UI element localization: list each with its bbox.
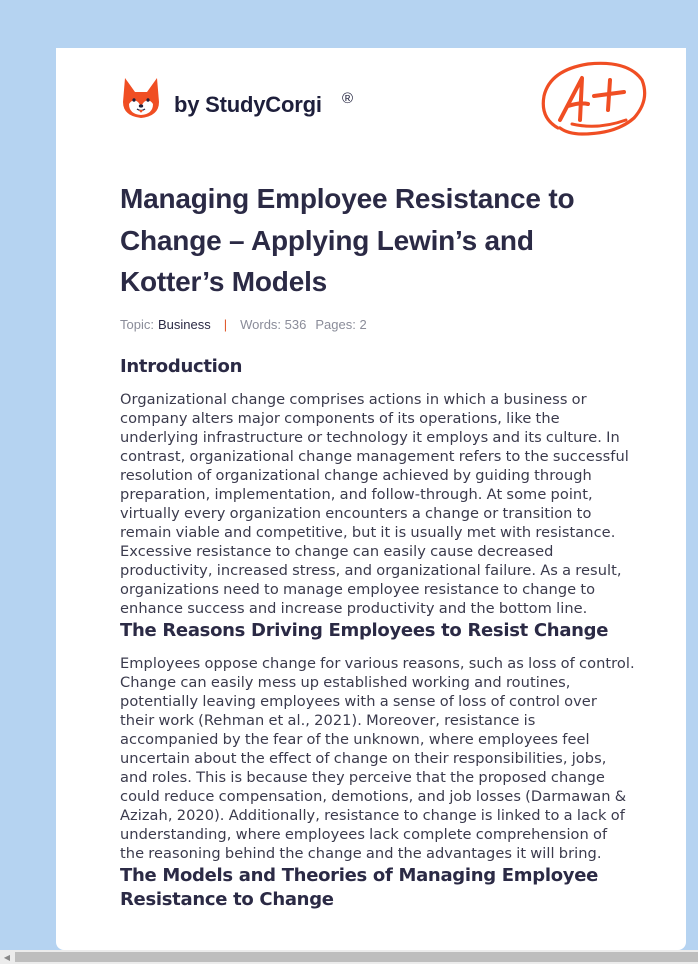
document-content [120, 178, 635, 912]
document-title: Managing Employee Resistance to Change – Applying Lewin’s and Kotter’s Models [120, 183, 575, 297]
page-count: Pages: 2 [315, 316, 367, 332]
meta-separator: | [223, 316, 228, 332]
section-body-reasons: Employees oppose change for various reasons, such as loss of control. Change can easily mess up established working and routines, potentially leaving employees with a sense of loss of control over their work (Rehman et al., 2021). Moreover, resistance is accompanied by the fear of the unknown, where employees feel uncertain about the effect of change on their responsibilities, jobs, and roles. This is because they perceive that the proposed change could reduce compensation, demotions, and job losses (Darmawan & Azizah, 2020). Additionally, resistance to change is linked to a lack of understanding, where employees lack complete comprehension of the reasoning behind the change and the advantages it will bring. [120, 654, 635, 862]
topic-label: Topic: [120, 316, 154, 332]
registered-mark: ® [342, 90, 354, 107]
studycorgi-logo[interactable] [121, 76, 354, 120]
header [56, 48, 686, 158]
section-heading-models: The Models and Theories of Managing Employee Resistance to Change [120, 864, 599, 910]
scrollbar-thumb[interactable] [15, 952, 698, 962]
a-plus-grade-icon [538, 58, 648, 140]
horizontal-scrollbar[interactable] [0, 950, 698, 964]
scroll-left-arrow-icon[interactable]: ◀ [3, 952, 11, 962]
section-body-introduction: Organizational change comprises actions in which a business or company alters major components of its operations, like the underlying infrastructure or technology it employs and its culture. In contrast, organizational change management refers to the successful resolution of organizational change achieved by guiding through preparation, implementation, and follow-through. At some point, virtually every organization encounters a change or transition to remain viable and competitive, but it is usually met with resistance. Excessive resistance to change can easily cause decreased productivity, increased stress, and organizational failure. As a result, organizations need to manage employee resistance to change to enhance success and increase productivity and the bottom line. [120, 390, 629, 617]
section-heading-reasons: The Reasons Driving Employees to Resist Change [120, 619, 609, 641]
section-heading-introduction: Introduction [120, 355, 243, 377]
word-count: Words: 536 [240, 316, 307, 332]
document-card [56, 48, 686, 950]
corgi-logo-icon [121, 76, 161, 120]
topic-link[interactable]: Business [157, 316, 211, 332]
document-meta [120, 317, 635, 332]
brand-name: by StudyCorgi [174, 92, 322, 117]
